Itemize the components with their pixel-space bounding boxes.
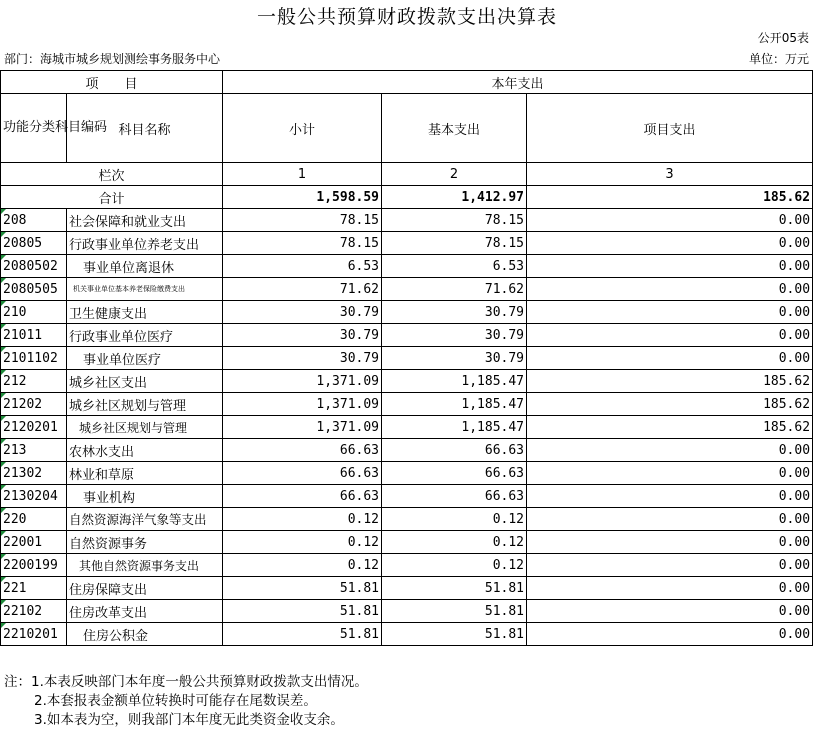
row-code: 2080502 [1,255,67,278]
row-name: 事业机构 [67,485,223,508]
row-name: 机关事业单位基本养老保险缴费支出 [67,278,223,301]
unit-label: 单位：万元 [748,52,809,66]
row-project: 0.00 [527,485,813,508]
row-project: 0.00 [527,255,813,278]
row-basic: 51.81 [382,600,527,623]
header-function-code: 功能分类科目编码 [1,94,67,163]
row-subtotal: 0.12 [223,508,382,531]
row-code: 208 [1,209,67,232]
table-row [1,278,813,301]
row-name: 城乡社区规划与管理 [67,393,223,416]
total-subtotal: 1,598.59 [223,186,382,209]
table-row [1,508,813,531]
table-row [1,416,813,439]
column-number-label: 栏次 [1,163,223,186]
row-subtotal: 30.79 [223,301,382,324]
department-label: 部门：海城市城乡规划测绘事务服务中心 [4,52,221,66]
note-3: 3.如本表为空，则我部门本年度无此类资金收支余。 [34,712,344,728]
total-row [1,186,813,209]
row-project: 0.00 [527,554,813,577]
row-project: 0.00 [527,232,813,255]
row-subtotal: 1,371.09 [223,393,382,416]
row-code: 213 [1,439,67,462]
row-basic: 71.62 [382,278,527,301]
row-name: 住房保障支出 [67,577,223,600]
row-code: 2130204 [1,485,67,508]
row-basic: 51.81 [382,577,527,600]
header-item: 项 目 [1,71,223,94]
row-code: 21302 [1,462,67,485]
table-row [1,347,813,370]
column-number-3: 3 [527,163,813,186]
row-code: 21011 [1,324,67,347]
row-basic: 0.12 [382,508,527,531]
row-code: 22001 [1,531,67,554]
row-subtotal: 66.63 [223,439,382,462]
table-row [1,577,813,600]
table-row [1,393,813,416]
row-name: 事业单位离退休 [67,255,223,278]
table-row [1,485,813,508]
row-project: 0.00 [527,623,813,646]
row-subtotal: 6.53 [223,255,382,278]
row-basic: 6.53 [382,255,527,278]
row-code: 22102 [1,600,67,623]
row-basic: 0.12 [382,531,527,554]
row-basic: 78.15 [382,209,527,232]
row-project: 0.00 [527,577,813,600]
note-2: 2.本套报表金额单位转换时可能存在尾数误差。 [34,693,317,709]
report-title: 一般公共预算财政拨款支出决算表 [256,6,557,28]
row-project: 0.00 [527,462,813,485]
table-row [1,462,813,485]
table-row [1,324,813,347]
row-subtotal: 66.63 [223,485,382,508]
row-basic: 51.81 [382,623,527,646]
row-subtotal: 66.63 [223,462,382,485]
row-subtotal: 51.81 [223,623,382,646]
row-basic: 30.79 [382,324,527,347]
total-label: 合计 [1,186,223,209]
row-project: 185.62 [527,416,813,439]
row-subtotal: 51.81 [223,577,382,600]
row-subtotal: 78.15 [223,209,382,232]
row-project: 0.00 [527,278,813,301]
row-project: 185.62 [527,370,813,393]
row-project: 0.00 [527,439,813,462]
row-basic: 1,185.47 [382,416,527,439]
row-code: 220 [1,508,67,531]
row-basic: 78.15 [382,232,527,255]
row-name: 林业和草原 [67,462,223,485]
row-project: 185.62 [527,393,813,416]
row-subtotal: 0.12 [223,554,382,577]
note-1: 注：1.本表反映部门本年度一般公共预算财政拨款支出情况。 [4,674,368,690]
row-code: 2210201 [1,623,67,646]
table-row [1,531,813,554]
row-name: 城乡社区规划与管理 [67,416,223,439]
row-basic: 0.12 [382,554,527,577]
table-row [1,301,813,324]
expenditure-table [0,70,813,646]
row-code: 20805 [1,232,67,255]
footnotes [4,673,368,730]
row-basic: 66.63 [382,439,527,462]
row-project: 0.00 [527,347,813,370]
row-basic: 30.79 [382,347,527,370]
header-current-expenditure: 本年支出 [223,71,813,94]
row-project: 0.00 [527,531,813,554]
row-name: 农林水支出 [67,439,223,462]
table-row [1,600,813,623]
table-row [1,554,813,577]
row-basic: 66.63 [382,462,527,485]
column-number-1: 1 [223,163,382,186]
row-basic: 1,185.47 [382,393,527,416]
table-row [1,370,813,393]
table-row [1,255,813,278]
table-row [1,232,813,255]
header-subtotal: 小计 [223,94,382,163]
row-project: 0.00 [527,301,813,324]
row-name: 城乡社区支出 [67,370,223,393]
table-row [1,209,813,232]
row-subtotal: 1,371.09 [223,370,382,393]
row-subtotal: 30.79 [223,347,382,370]
row-name: 自然资源事务 [67,531,223,554]
row-subtotal: 71.62 [223,278,382,301]
row-name: 其他自然资源事务支出 [67,554,223,577]
form-number: 公开05表 [757,31,809,45]
row-code: 210 [1,301,67,324]
row-project: 0.00 [527,209,813,232]
row-code: 2101102 [1,347,67,370]
row-basic: 1,185.47 [382,370,527,393]
row-project: 0.00 [527,600,813,623]
row-code: 2120201 [1,416,67,439]
row-name: 社会保障和就业支出 [67,209,223,232]
row-subtotal: 30.79 [223,324,382,347]
row-name: 住房公积金 [67,623,223,646]
row-subtotal: 78.15 [223,232,382,255]
header-project-expenditure: 项目支出 [527,94,813,163]
total-basic: 1,412.97 [382,186,527,209]
row-name: 事业单位医疗 [67,347,223,370]
row-subtotal: 1,371.09 [223,416,382,439]
column-number-2: 2 [382,163,527,186]
row-name: 住房改革支出 [67,600,223,623]
row-code: 2080505 [1,278,67,301]
row-code: 2200199 [1,554,67,577]
row-project: 0.00 [527,324,813,347]
row-subtotal: 51.81 [223,600,382,623]
row-basic: 30.79 [382,301,527,324]
header-subject-name: 科目名称 [67,94,223,163]
total-project: 185.62 [527,186,813,209]
row-subtotal: 0.12 [223,531,382,554]
row-code: 21202 [1,393,67,416]
row-basic: 66.63 [382,485,527,508]
row-code: 221 [1,577,67,600]
row-code: 212 [1,370,67,393]
row-name: 行政事业单位医疗 [67,324,223,347]
row-name: 卫生健康支出 [67,301,223,324]
row-name: 自然资源海洋气象等支出 [67,508,223,531]
row-name: 行政事业单位养老支出 [67,232,223,255]
table-row [1,623,813,646]
header-basic-expenditure: 基本支出 [382,94,527,163]
table-row [1,439,813,462]
row-project: 0.00 [527,508,813,531]
